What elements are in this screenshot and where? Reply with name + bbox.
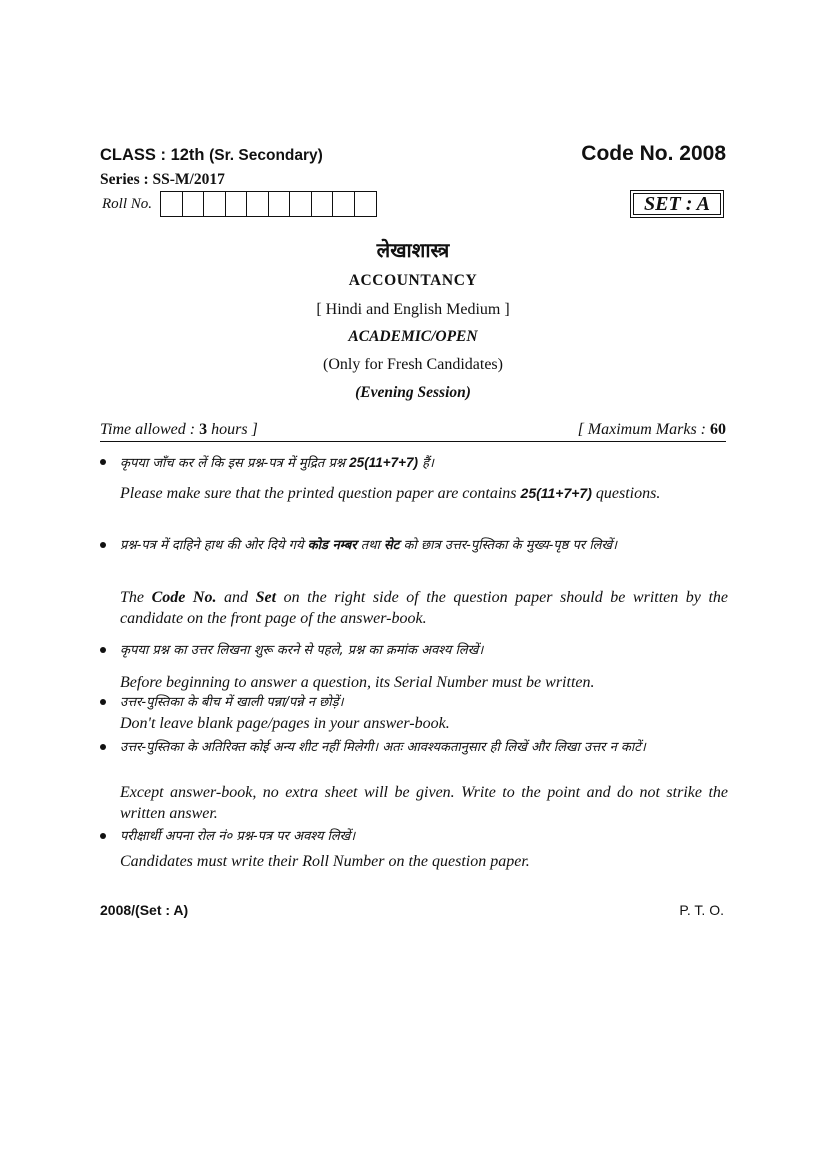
bullet-icon xyxy=(100,542,106,548)
instruction-hindi: परीक्षार्थी अपना रोल नं० प्रश्न-पत्र पर अवश्य लिखें। xyxy=(120,829,356,844)
hindi-subject-title: लेखाशास्त्र xyxy=(376,238,450,262)
instruction-english: Don't leave blank page/pages in your answer-book. xyxy=(120,715,450,732)
bullet-icon xyxy=(100,459,106,465)
class-heading: CLASS : 12th (Sr. Secondary) xyxy=(100,146,323,164)
medium-note: [ Hindi and English Medium ] xyxy=(316,301,510,318)
instruction-english: Candidates must write their Roll Number on the question paper. xyxy=(120,853,530,870)
roll-box xyxy=(290,192,312,216)
roll-box xyxy=(161,192,183,216)
instruction-english: Except answer-book, no extra sheet will be given. Write to the point and do not strike the written answer. xyxy=(120,784,728,822)
instruction-english: The Code No. and Set on the right side of the question paper should be written by the candidate on the front page of the answer-book. xyxy=(120,589,729,627)
subject-title: ACCOUNTANCY xyxy=(348,272,478,289)
roll-box xyxy=(269,192,291,216)
instruction-hindi: कृपया जाँच कर लें कि इस प्रश्न-पत्र में मुद्रित प्रश्न 25(11+7+7) हैं। xyxy=(120,455,434,471)
series-info: Series : SS-M/2017 xyxy=(100,171,225,188)
roll-box xyxy=(247,192,269,216)
roll-box xyxy=(204,192,226,216)
instruction-hindi: कृपया प्रश्न का उत्तर लिखना शुरू करने से पहले, प्रश्न का क्रमांक अवश्य लिखें। xyxy=(120,643,484,658)
set-badge xyxy=(630,190,724,218)
roll-number-field xyxy=(102,191,377,217)
session-label: (Evening Session) xyxy=(355,384,471,401)
instruction-hindi: उत्तर-पुस्तिका के अतिरिक्त कोई अन्य शीट नहीं मिलेगी। अतः आवश्यकतानुसार ही लिखें और लिखा उत्तर न काटें। xyxy=(120,740,646,755)
roll-box xyxy=(355,192,377,216)
bullet-icon xyxy=(100,744,106,750)
instruction-english: Before beginning to answer a question, its Serial Number must be written. xyxy=(120,674,595,691)
stream-label: ACADEMIC/OPEN xyxy=(348,328,478,345)
instruction-hindi: उत्तर-पुस्तिका के बीच में खाली पन्ना/पन्ने न छोड़ें। xyxy=(120,695,344,710)
time-marks-row xyxy=(100,421,726,442)
roll-box xyxy=(183,192,205,216)
instruction-hindi: प्रश्न-पत्र में दाहिने हाथ की ओर दिये गये कोड नम्बर तथा सेट को छात्र उत्तर-पुस्तिका के मुख्य-पृष्ठ पर लिखें। xyxy=(120,538,618,553)
instruction-english: Please make sure that the printed question paper are contains 25(11+7+7) questions. xyxy=(120,485,661,502)
bullet-icon xyxy=(100,647,106,653)
roll-box xyxy=(226,192,248,216)
bullet-icon xyxy=(100,833,106,839)
bullet-icon xyxy=(100,699,106,705)
set-label: SET : A xyxy=(644,192,710,215)
code-number: Code No. 2008 xyxy=(581,142,726,165)
roll-box xyxy=(333,192,355,216)
roll-box xyxy=(312,192,334,216)
footer-code: 2008/(Set : A) xyxy=(100,902,189,918)
roll-number-label: Roll No. xyxy=(102,195,153,212)
candidates-note: (Only for Fresh Candidates) xyxy=(323,356,503,373)
footer-pto: P. T. O. xyxy=(679,902,724,918)
maximum-marks: [ Maximum Marks : 60 xyxy=(577,421,726,438)
time-allowed: Time allowed : 3 hours ] xyxy=(100,421,258,438)
roll-number-boxes xyxy=(160,191,377,217)
